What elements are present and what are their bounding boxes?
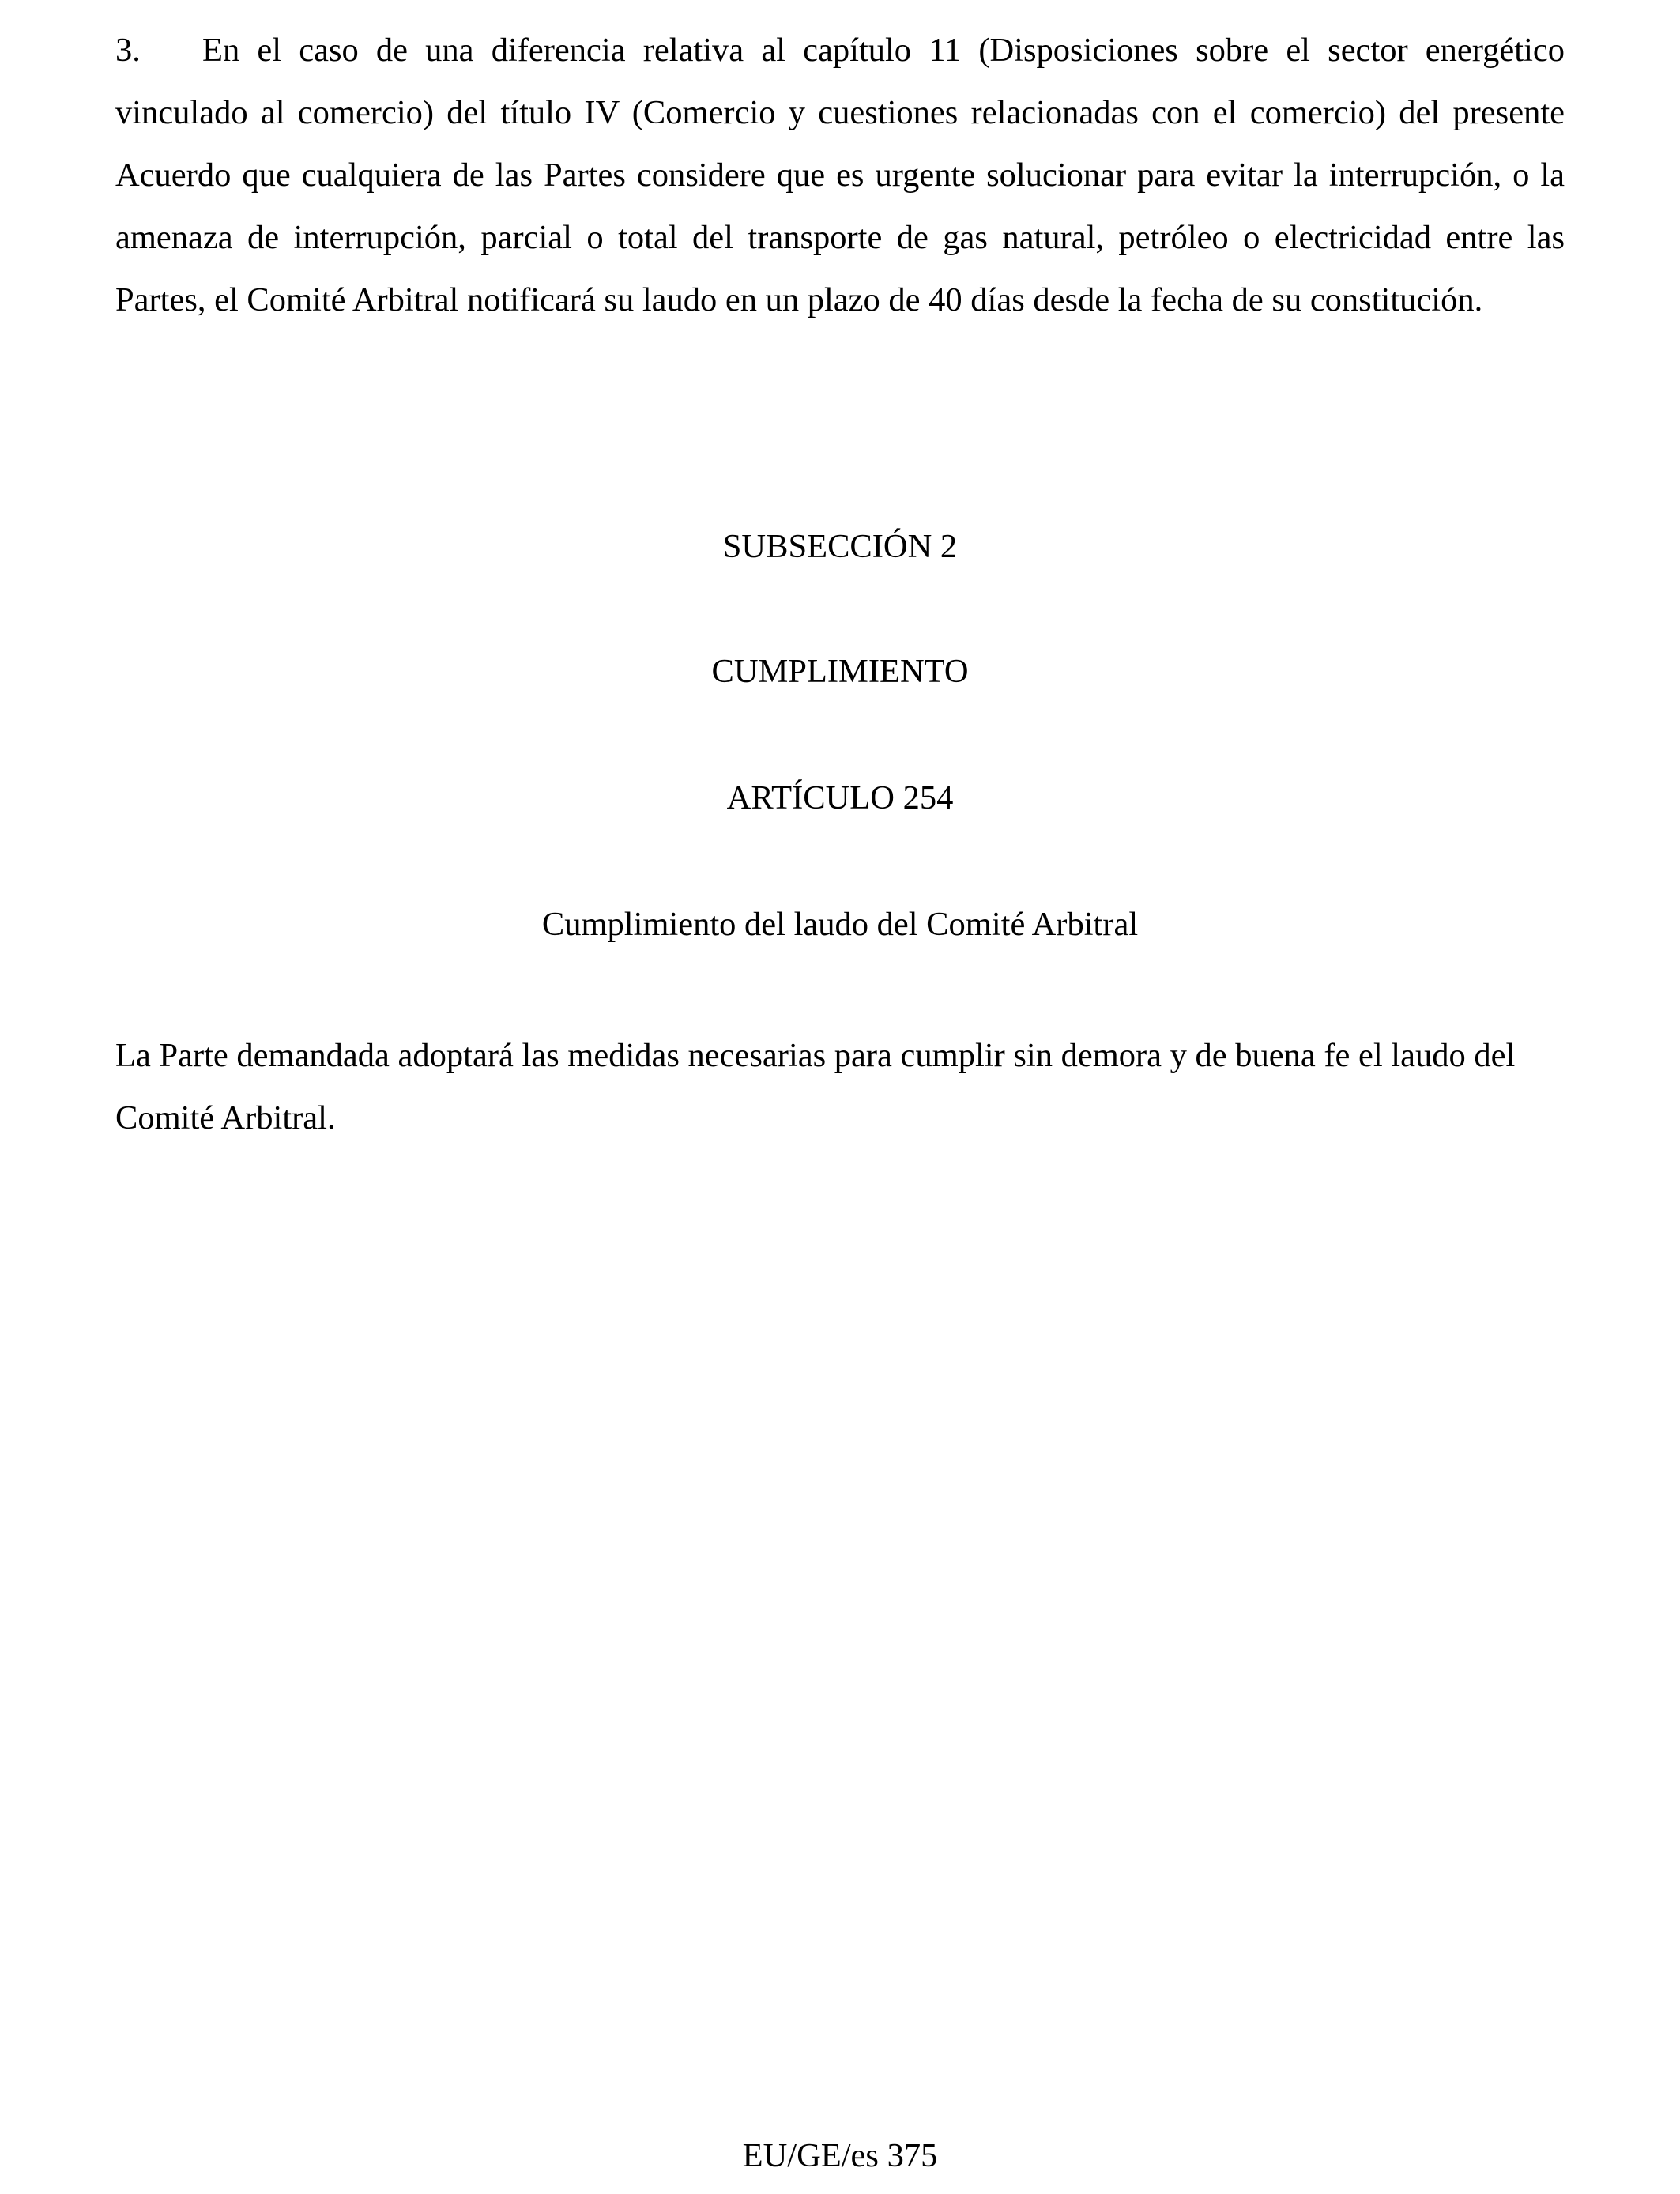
chapter-heading: CUMPLIMIENTO (711, 653, 969, 690)
article-heading: ARTÍCULO 254 (726, 779, 954, 816)
paragraph-number: 3. (115, 32, 141, 69)
subsection-heading: SUBSECCIÓN 2 (722, 528, 958, 565)
page-footer-reference: EU/GE/es 375 (742, 2137, 938, 2174)
paragraph-text: En el caso de una diferencia relativa al capítulo 11 (Disposiciones sobre el sector energético vinculado al comercio) del título IV (Comercio y cuestiones relacionadas con el comercio) del presente Acuerdo que cualquiera de las Partes considere que es urgente solucionar para evitar la interrupción, o la amenaza de interrupción, parcial o total del transporte de gas natural, petróleo o electricidad entre las Partes, el Comité Arbitral notificará su laudo en un plazo de 40 días desde la fecha de su constitución. (115, 32, 1565, 319)
paragraph-3 (115, 19, 1565, 331)
article-body-text: La Parte demandada adoptará las medidas necesarias para cumplir sin demora y de buena fe el laudo del Comité Arbitral. (115, 1037, 1516, 1137)
article-title: Cumplimiento del laudo del Comité Arbitral (541, 906, 1139, 943)
